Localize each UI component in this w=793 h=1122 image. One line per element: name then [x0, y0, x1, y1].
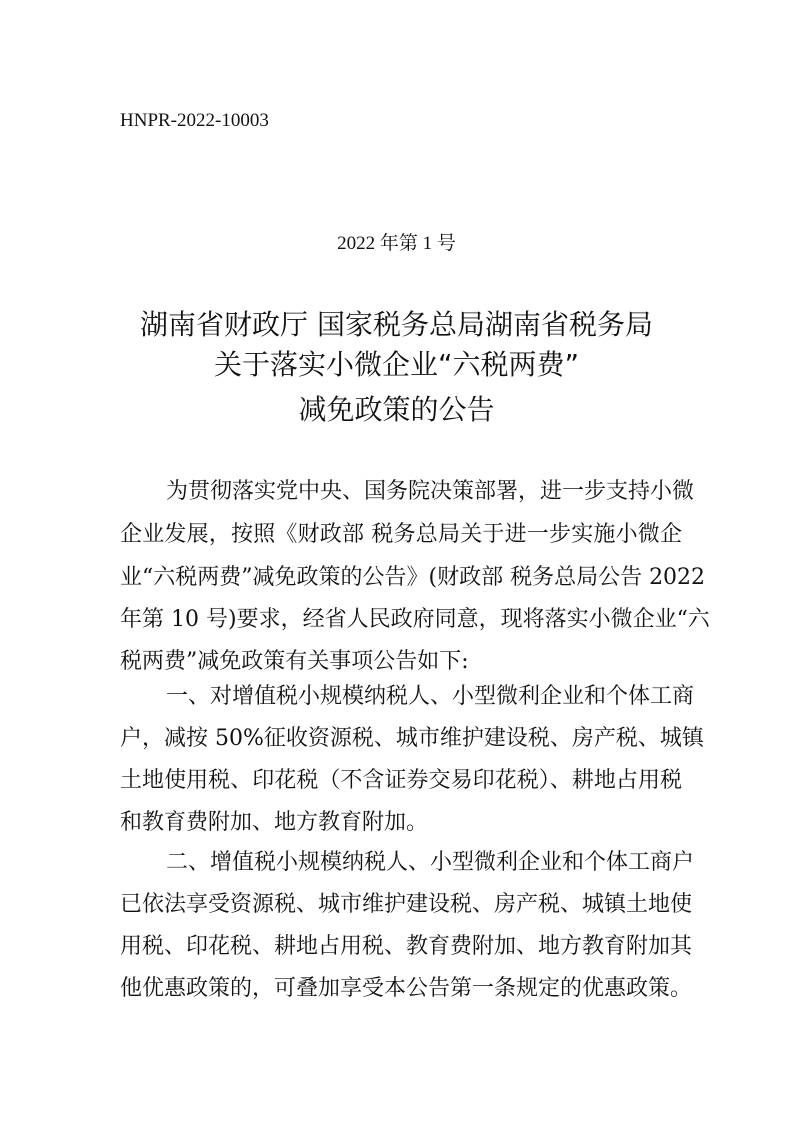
text-line: 年第 10 号)要求，经省人民政府同意，现将落实小微企业“六: [120, 607, 710, 632]
title-line-1: 湖南省财政厅 国家税务总局湖南省税务局: [140, 308, 653, 341]
text-line: 土地使用税、印花税（不含证券交易印花税）、耕地占用税: [120, 768, 682, 793]
text-line: 他优惠政策的，可叠加享受本公告第一条规定的优惠政策。: [120, 976, 693, 1001]
text-line: 户，减按 50%征收资源税、城市维护建设税、房产税、城镇: [120, 726, 704, 751]
text-line: 二、增值税小规模纳税人、小型微利企业和个体工商户: [166, 850, 695, 875]
text-line: 已依法享受资源税、城市维护建设税、房产税、城镇土地使: [120, 892, 693, 917]
text-line: 业“六税两费”减免政策的公告》(财政部 税务总局公告 2022: [120, 565, 706, 590]
text-line: 税两费”减免政策有关事项公告如下:: [120, 649, 469, 674]
text-line: 为贯彻落实党中央、国务院决策部署，进一步支持小微: [166, 479, 695, 504]
title-line-3: 减免政策的公告: [298, 393, 495, 426]
text-line: 用税、印花税、耕地占用税、教育费附加、地方教育附加其: [120, 934, 693, 959]
title-line-2: 关于落实小微企业“六税两费”: [213, 348, 579, 381]
text-line: 一、对增值税小规模纳税人、小型微利企业和个体工商: [166, 684, 695, 709]
text-line: 和教育费附加、地方教育附加。: [120, 810, 429, 835]
document-number: HNPR-2022-10003: [120, 110, 269, 131]
issue-number: 2022 年第 1 号: [337, 233, 456, 254]
text-line: 企业发展，按照《财政部 税务总局关于进一步实施小微企: [120, 522, 682, 547]
